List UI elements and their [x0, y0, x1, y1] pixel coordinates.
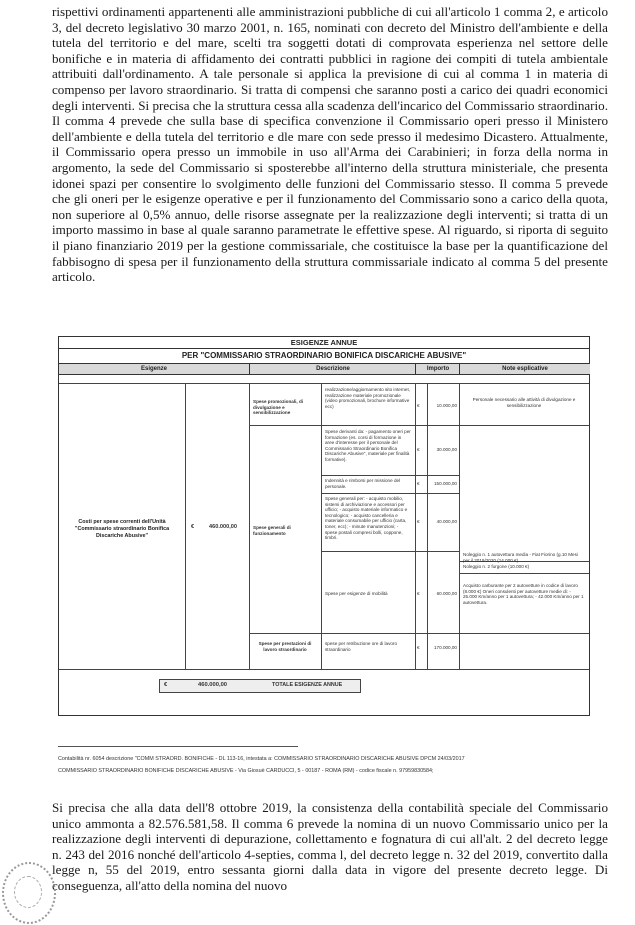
main-amount: 460.000,00 — [209, 524, 237, 530]
note-mobilita-3: Acquisto carburante per 2 autovetture in codice di lavoro (8.000 €) Oneri consulenti per autovetture medie di: - 25.000 Km/anno per 1 autovettura; - 42.000 Km/anno per 1 autovettura. — [463, 583, 584, 605]
footnote-line-2: COMMISSARIO STRAORDINARIO BONIFICHE DISCARICHE ABUSIVE - Via Giosuè CARDUCCI, 5 - 00187 - ROMA (RM) - codice fiscale n. 97959830584; — [58, 768, 434, 774]
category-straordinario: Spese per prestazioni di lavoro straordinario — [258, 641, 312, 652]
grid-line — [249, 633, 589, 634]
col-header-note: Note esplicative — [459, 363, 590, 375]
total-label: TOTALE ESIGENZE ANNUE — [272, 682, 343, 688]
col-header-esigenze: Esigenze — [59, 363, 249, 375]
total-currency: € — [164, 682, 168, 688]
currency-spese-generali: € — [417, 519, 420, 524]
amount-indennita: 150.000,00 — [434, 481, 457, 486]
footnote-divider — [58, 746, 298, 747]
currency-indennita: € — [417, 481, 420, 486]
amount-promozionali: 10.000,00 — [436, 403, 457, 408]
main-currency: € — [191, 524, 195, 530]
col-header-descrizione: Descrizione — [249, 363, 416, 375]
total-box — [159, 679, 361, 693]
grid-line — [321, 475, 459, 476]
currency-mobilita: € — [417, 591, 420, 596]
budget-table — [58, 336, 590, 716]
table-title: ESIGENZE ANNUE — [59, 338, 589, 349]
currency-straordinario: € — [417, 645, 420, 650]
category-funzionamento: Spese generali di funzionamento — [253, 525, 291, 536]
main-category-label: Costi per spese correnti dell'Unità "Commissario straordinario Bonifica Discariche Abusive" — [74, 519, 170, 539]
grid-line — [459, 573, 589, 574]
seal-stamp — [2, 862, 56, 924]
currency-formazione: € — [417, 447, 420, 452]
footnote-line-1: Contabilità nr. 6054 descrizione "COMM STRAORD. BONIFICHE - DL 113-16, intestata a: COMMISSARIO STRAORDINARIO DISCARICHE ABUSIVE DPCM 24/03/2017 — [58, 756, 465, 762]
grid-line — [59, 383, 589, 384]
col-header-importo: Importo — [415, 363, 460, 375]
amount-formazione: 30.000,00 — [436, 447, 457, 452]
note-mobilita-2: Noleggio n. 2 furgone (10.000 €) — [463, 564, 530, 569]
description-promozionali: realizzazione/aggiornamento sito internet, realizzazione materiale promozionale (video promozionali, brochure informative ecc) — [325, 387, 411, 409]
body-paragraph-bottom: Si precisa che alla data dell'8 ottobre 2019, la consistenza della contabilità speciale del Commissario unico ammonta a 82.576.581,58. Il comma 6 prevede la nomina di un nuovo Commissario unico per la realizzazione degli interventi di depurazione, collettamento e fognatura di cui all'alt. 2 del decreto legge n. 243 del 2016 nonché dell'articolo 4-septies, comma l, del decreto legge n. 32 del 2019, convertito dalla legge n, 55 del 2019, entro sessanta giorni dalla data in vigore del presente decreto legge. Di conseguenza, all'atto della nomina del nuovo — [52, 800, 608, 893]
table-subtitle: PER "COMMISSARIO STRAORDINARIO BONIFICA DISCARICHE ABUSIVE" — [181, 351, 467, 360]
category-promozionali: Spese promozionali, di divulgazione e sensibilizzazione — [253, 399, 304, 416]
amount-straordinario: 170.000,00 — [434, 645, 457, 650]
amount-mobilita: 60.000,00 — [436, 591, 457, 596]
description-straordinario: spese per retribuzione ore di lavoro straordinario — [325, 641, 398, 652]
description-formazione: Spese derivanti da: - pagamento oneri per formazione (es. corsi di formazione in aree d'interesse per il personale del Commissario Straordinario Bonifica Discariche Abusive", materiale per finalità formative). — [325, 429, 411, 462]
description-spese-generali: Spese generali per: - acquisto mobilio, sistemi di archiviazione e accessori per ufficio; - acquisto materiale informatico e tecnologico; - acquisto cancelleria e materiale consumabile per ufficio (carta, toner, ecc); - minute manutenzioni; - spese postali compresi bolli, coppone, timbri. — [325, 496, 408, 541]
grid-line — [321, 493, 459, 494]
note-mobilita-1: Noleggio n. 1 autovettura media - Fiat Fiorino (g.10 Mesi per il 2019/2020 (14.000 €) — [463, 552, 578, 563]
total-amount: 460.000,00 — [198, 682, 228, 688]
description-indennita: Indennità e rimborsi per missione del personale. — [325, 478, 401, 489]
grid-line — [321, 551, 459, 552]
grid-line — [249, 425, 589, 426]
note-promozionali: Personale necessario alle attività di divulgazione e sensibilizzazione — [472, 397, 576, 408]
grid-line — [59, 669, 589, 670]
amount-spese-generali: 40.000,00 — [436, 519, 457, 524]
grid-line — [185, 383, 186, 669]
currency-promozionali: € — [417, 403, 420, 408]
description-mobilita: Spese per esigenze di mobilità — [325, 591, 388, 596]
body-paragraph-top: rispettivi ordinamenti appartenenti alle amministrazioni pubbliche di cui all'articolo 1 comma 2, e articolo 3, del decreto legislativo 30 marzo 2001, n. 165, nominati con decreto del Ministro dell'ambiente e della tutela del territorio e del mare, scelti tra soggetti dotati di comprovata esperienza nel settore delle bonifiche e in materia di affidamento dei contratti pubblici in ragione dei compiti di tutela ambientale attribuiti dall'ordinamento. A tale personale si applica la previsione di cui al comma 1 in materia di compenso per lavoro straordinario. Si tratta di compensi che saranno posti a carico dei quadri economici degli interventi. Si precisa che la struttura cessa alla scadenza dell'incarico del Commissario straordinario. Il comma 4 prevede che sulla base di specifica convenzione il Commissario operi presso il Ministero dell'ambiente e della tutela del territorio e dle mare con sede presso il medesimo Dicastero. Attualmente, il Commissario opera presso un immobile in uso all'Arma dei Carabinieri; in forza della norma in argomento, la sede del Commissario si sposterebbe all'interno della struttura ministeriale, che presenta idonei spazi per consentire lo svolgimento delle funzioni del Commissario stesso. Il comma 5 prevede che gli oneri per le esigenze operative e per il funzionamento del Commissario sono a carico della quota, non superiore al 0,5% annuo, delle risorse assegnate per la realizzazione degli interventi; si tratta di un importo massimo in base al quale saranno parametrate le effettive spese. Al riguardo, si riporta di seguito il piano finanziario 2019 per la gestione commissariale, che costituisce la base per la quantificazione del fabbisogno di spesa per il funzionamento della struttura commissariale indicato al comma 5 del presente articolo. — [52, 4, 608, 285]
